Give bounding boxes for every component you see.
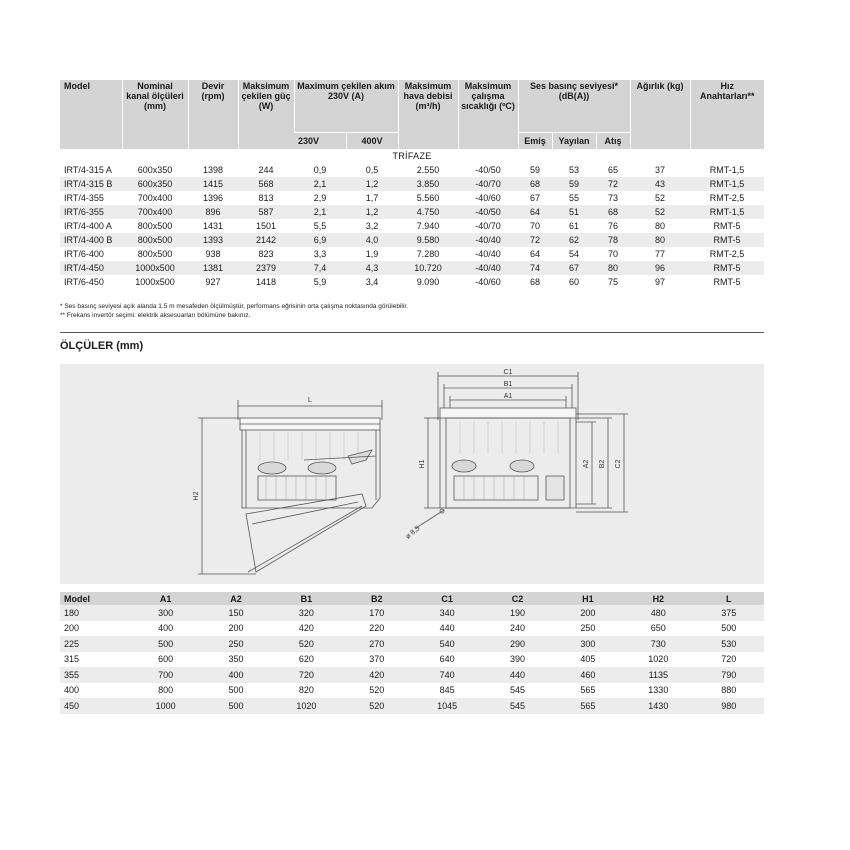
table-cell: RMT-2,5 bbox=[690, 191, 764, 205]
table-cell: IRT/4-355 bbox=[60, 191, 122, 205]
table-cell: IRT/6-400 bbox=[60, 247, 122, 261]
table-cell: 1135 bbox=[623, 667, 693, 683]
table-cell: 1020 bbox=[623, 652, 693, 668]
table-cell: 2.550 bbox=[398, 163, 458, 177]
table-cell: 2379 bbox=[238, 261, 294, 275]
dims-header-cell: B2 bbox=[342, 592, 412, 605]
table-cell: 0,9 bbox=[294, 163, 346, 177]
table-cell: 400 bbox=[60, 683, 130, 699]
table-cell: 64 bbox=[518, 247, 552, 261]
table-cell: 61 bbox=[552, 219, 596, 233]
table-cell: 813 bbox=[238, 191, 294, 205]
table-row bbox=[60, 219, 764, 233]
table-cell: 640 bbox=[412, 652, 482, 668]
header-current-400: 400V bbox=[346, 133, 398, 150]
table-cell: 520 bbox=[342, 698, 412, 714]
table-cell: 790 bbox=[694, 667, 764, 683]
table-cell: 150 bbox=[201, 605, 271, 621]
table-cell: 1,9 bbox=[346, 247, 398, 261]
table-cell: 740 bbox=[412, 667, 482, 683]
dimensions-title: ÖLÇÜLER (mm) bbox=[60, 340, 144, 352]
table-row bbox=[60, 177, 764, 191]
table-cell: 80 bbox=[630, 233, 690, 247]
table-cell: 80 bbox=[596, 261, 630, 275]
table-cell: 97 bbox=[630, 275, 690, 289]
table-cell: RMT-2,5 bbox=[690, 247, 764, 261]
table-cell: 800x500 bbox=[122, 247, 188, 261]
table-cell: 76 bbox=[596, 219, 630, 233]
table-cell: 1501 bbox=[238, 219, 294, 233]
table-cell: 64 bbox=[518, 205, 552, 219]
table-cell: 720 bbox=[694, 652, 764, 668]
table-cell: RMT-5 bbox=[690, 275, 764, 289]
table-cell: 51 bbox=[552, 205, 596, 219]
table-cell: 53 bbox=[552, 163, 596, 177]
table-cell: 1330 bbox=[623, 683, 693, 699]
table-cell: RMT-5 bbox=[690, 219, 764, 233]
label-H1: H1 bbox=[419, 459, 426, 469]
table-cell: 59 bbox=[552, 177, 596, 191]
header-sound-yayilan: Yayılan bbox=[552, 133, 596, 150]
table-cell: 1020 bbox=[271, 698, 341, 714]
header-sound: Ses basınç seviyesi* (dB(A)) bbox=[518, 80, 630, 133]
table-cell: 244 bbox=[238, 163, 294, 177]
dims-header-cell: A2 bbox=[201, 592, 271, 605]
dims-header-cell: C1 bbox=[412, 592, 482, 605]
table-cell: 700 bbox=[130, 667, 200, 683]
table-cell: IRT/4-315 A bbox=[60, 163, 122, 177]
table-cell: 800 bbox=[130, 683, 200, 699]
table-cell: 440 bbox=[482, 667, 552, 683]
front-view bbox=[416, 372, 628, 528]
table-cell: 170 bbox=[342, 605, 412, 621]
table-cell: 565 bbox=[553, 698, 623, 714]
table-cell: 1396 bbox=[188, 191, 238, 205]
label-L: L bbox=[308, 397, 312, 404]
table-cell: 405 bbox=[553, 652, 623, 668]
table-cell: IRT/4-450 bbox=[60, 261, 122, 275]
table-cell: 1000x500 bbox=[122, 261, 188, 275]
table-cell: -40/40 bbox=[458, 261, 518, 275]
table-cell: 1000 bbox=[130, 698, 200, 714]
header-power: Maksimum çekilen güç (W) bbox=[238, 80, 294, 149]
table-cell: 60 bbox=[552, 275, 596, 289]
dims-header-cell: C2 bbox=[482, 592, 552, 605]
table-cell: 545 bbox=[482, 683, 552, 699]
table-cell: RMT-5 bbox=[690, 261, 764, 275]
spec-table bbox=[60, 80, 764, 289]
table-cell: IRT/4-400 A bbox=[60, 219, 122, 233]
table-cell: 500 bbox=[201, 683, 271, 699]
table-cell: 520 bbox=[342, 683, 412, 699]
table-cell: -40/40 bbox=[458, 233, 518, 247]
table-cell: 9.580 bbox=[398, 233, 458, 247]
table-row bbox=[60, 667, 764, 683]
table-cell: 1398 bbox=[188, 163, 238, 177]
table-cell: 68 bbox=[518, 177, 552, 191]
table-cell: 1,2 bbox=[346, 177, 398, 191]
table-cell: 9.090 bbox=[398, 275, 458, 289]
table-cell: RMT-1,5 bbox=[690, 177, 764, 191]
table-cell: -40/50 bbox=[458, 163, 518, 177]
table-cell: 500 bbox=[694, 621, 764, 637]
table-cell: 545 bbox=[482, 698, 552, 714]
table-cell: -40/60 bbox=[458, 191, 518, 205]
table-cell: 72 bbox=[518, 233, 552, 247]
table-cell: 5.560 bbox=[398, 191, 458, 205]
table-row bbox=[60, 698, 764, 714]
table-cell: 59 bbox=[518, 163, 552, 177]
table-cell: 530 bbox=[694, 636, 764, 652]
table-row bbox=[60, 191, 764, 205]
table-cell: 74 bbox=[518, 261, 552, 275]
table-cell: 355 bbox=[60, 667, 130, 683]
table-row bbox=[60, 261, 764, 275]
table-cell: 43 bbox=[630, 177, 690, 191]
table-row bbox=[60, 163, 764, 177]
technical-drawing bbox=[60, 364, 764, 584]
dims-header-cell: H1 bbox=[553, 592, 623, 605]
table-cell: 5,9 bbox=[294, 275, 346, 289]
table-cell: 420 bbox=[271, 621, 341, 637]
table-cell: 4,3 bbox=[346, 261, 398, 275]
table-cell: 37 bbox=[630, 163, 690, 177]
table-cell: 1430 bbox=[623, 698, 693, 714]
side-view bbox=[198, 400, 382, 574]
table-cell: 4,0 bbox=[346, 233, 398, 247]
table-cell: 7.280 bbox=[398, 247, 458, 261]
table-cell: 1431 bbox=[188, 219, 238, 233]
table-cell: 4.750 bbox=[398, 205, 458, 219]
table-cell: 980 bbox=[694, 698, 764, 714]
table-cell: 320 bbox=[271, 605, 341, 621]
header-airflow: Maksimum hava debisi (m³/h) bbox=[398, 80, 458, 149]
table-cell: -40/70 bbox=[458, 177, 518, 191]
table-cell: 400 bbox=[130, 621, 200, 637]
table-cell: 52 bbox=[630, 191, 690, 205]
table-cell: 73 bbox=[596, 191, 630, 205]
table-cell: 70 bbox=[596, 247, 630, 261]
table-cell: 587 bbox=[238, 205, 294, 219]
header-sound-atis: Atış bbox=[596, 133, 630, 150]
table-cell: 7.940 bbox=[398, 219, 458, 233]
table-cell: 190 bbox=[482, 605, 552, 621]
table-cell: -40/40 bbox=[458, 247, 518, 261]
table-cell: 450 bbox=[60, 698, 130, 714]
table-cell: 520 bbox=[271, 636, 341, 652]
table-cell: 1415 bbox=[188, 177, 238, 191]
table-cell: RMT-5 bbox=[690, 233, 764, 247]
dims-header-cell: B1 bbox=[271, 592, 341, 605]
table-cell: 390 bbox=[482, 652, 552, 668]
dims-header-cell: Model bbox=[60, 592, 130, 605]
table-cell: 480 bbox=[623, 605, 693, 621]
table-cell: 800x500 bbox=[122, 233, 188, 247]
table-cell: 75 bbox=[596, 275, 630, 289]
header-nominal: Nominal kanal ölçüleri (mm) bbox=[122, 80, 188, 149]
table-cell: 880 bbox=[694, 683, 764, 699]
table-cell: 200 bbox=[553, 605, 623, 621]
table-cell: 10.720 bbox=[398, 261, 458, 275]
table-row bbox=[60, 275, 764, 289]
footnotes bbox=[60, 302, 408, 320]
table-cell: 52 bbox=[630, 205, 690, 219]
table-cell: RMT-1,5 bbox=[690, 205, 764, 219]
dims-header-cell: L bbox=[694, 592, 764, 605]
table-cell: 67 bbox=[552, 261, 596, 275]
table-cell: -40/60 bbox=[458, 275, 518, 289]
section-divider bbox=[60, 332, 764, 333]
label-A1: A1 bbox=[503, 393, 513, 400]
table-cell: 3.850 bbox=[398, 177, 458, 191]
table-cell: 62 bbox=[552, 233, 596, 247]
table-cell: 500 bbox=[201, 698, 271, 714]
table-cell: 200 bbox=[201, 621, 271, 637]
table-cell: 78 bbox=[596, 233, 630, 247]
label-hole: ø 8,5 bbox=[404, 525, 422, 541]
table-cell: 620 bbox=[271, 652, 341, 668]
table-cell: 600 bbox=[130, 652, 200, 668]
section-trifaze: TRİFAZE bbox=[60, 149, 764, 163]
table-cell: 938 bbox=[188, 247, 238, 261]
table-row bbox=[60, 605, 764, 621]
table-cell: 54 bbox=[552, 247, 596, 261]
dims-header-cell: H2 bbox=[623, 592, 693, 605]
table-cell: 2,1 bbox=[294, 177, 346, 191]
table-row bbox=[60, 247, 764, 261]
header-temp: Maksimum çalışma sıcaklığı (ºC) bbox=[458, 80, 518, 149]
table-cell: 80 bbox=[630, 219, 690, 233]
table-cell: 3,2 bbox=[346, 219, 398, 233]
table-cell: 67 bbox=[518, 191, 552, 205]
header-speed: Hız Anahtarları** bbox=[690, 80, 764, 149]
table-cell: 650 bbox=[623, 621, 693, 637]
table-cell: 568 bbox=[238, 177, 294, 191]
table-row bbox=[60, 205, 764, 219]
table-cell: 1,7 bbox=[346, 191, 398, 205]
dimensions-table bbox=[60, 592, 764, 714]
table-cell: 0,5 bbox=[346, 163, 398, 177]
table-cell: 420 bbox=[342, 667, 412, 683]
table-cell: 65 bbox=[596, 163, 630, 177]
table-cell: 700x400 bbox=[122, 191, 188, 205]
label-H2: H2 bbox=[193, 491, 200, 501]
table-cell: 55 bbox=[552, 191, 596, 205]
table-row bbox=[60, 683, 764, 699]
table-cell: 6,9 bbox=[294, 233, 346, 247]
header-model: Model bbox=[60, 80, 122, 149]
table-cell: 720 bbox=[271, 667, 341, 683]
table-cell: 3,4 bbox=[346, 275, 398, 289]
table-cell: 200 bbox=[60, 621, 130, 637]
table-cell: 250 bbox=[553, 621, 623, 637]
table-cell: 340 bbox=[412, 605, 482, 621]
header-weight: Ağırlık (kg) bbox=[630, 80, 690, 149]
table-cell: 180 bbox=[60, 605, 130, 621]
table-cell: IRT/4-315 B bbox=[60, 177, 122, 191]
table-cell: 400 bbox=[201, 667, 271, 683]
table-row bbox=[60, 621, 764, 637]
table-cell: 7,4 bbox=[294, 261, 346, 275]
table-cell: 350 bbox=[201, 652, 271, 668]
table-row bbox=[60, 636, 764, 652]
table-cell: 2,1 bbox=[294, 205, 346, 219]
table-cell: 5,5 bbox=[294, 219, 346, 233]
table-cell: 460 bbox=[553, 667, 623, 683]
table-cell: 96 bbox=[630, 261, 690, 275]
footnote-sound: * Ses basınç seviyesi açık alanda 1.5 m mesafeden ölçülmüştür, performans eğrisinin orta çalışma noktasında görülebilir. bbox=[60, 303, 408, 310]
table-cell: 68 bbox=[518, 275, 552, 289]
table-cell: 77 bbox=[630, 247, 690, 261]
label-A2: A2 bbox=[583, 459, 590, 469]
table-cell: 845 bbox=[412, 683, 482, 699]
table-cell: 600x350 bbox=[122, 163, 188, 177]
footnote-inverter: ** Frekans invertör seçimi: elektrik aksesuarları bölümüne bakınız. bbox=[60, 312, 251, 319]
table-cell: 440 bbox=[412, 621, 482, 637]
table-cell: 800x500 bbox=[122, 219, 188, 233]
table-cell: 1,2 bbox=[346, 205, 398, 219]
label-B2: B2 bbox=[599, 459, 606, 469]
header-current: Maximum çekilen akım 230V (A) bbox=[294, 80, 398, 133]
table-cell: 500 bbox=[130, 636, 200, 652]
table-cell: 375 bbox=[694, 605, 764, 621]
table-cell: 823 bbox=[238, 247, 294, 261]
fan-drawing-svg bbox=[60, 364, 764, 584]
table-row bbox=[60, 233, 764, 247]
table-cell: 315 bbox=[60, 652, 130, 668]
table-cell: 270 bbox=[342, 636, 412, 652]
table-cell: 225 bbox=[60, 636, 130, 652]
table-cell: 300 bbox=[553, 636, 623, 652]
table-cell: -40/70 bbox=[458, 219, 518, 233]
table-cell: 370 bbox=[342, 652, 412, 668]
header-devir: Devir (rpm) bbox=[188, 80, 238, 149]
table-cell: 68 bbox=[596, 205, 630, 219]
table-cell: 1045 bbox=[412, 698, 482, 714]
table-cell: 927 bbox=[188, 275, 238, 289]
table-cell: 730 bbox=[623, 636, 693, 652]
table-cell: 1381 bbox=[188, 261, 238, 275]
table-cell: IRT/6-355 bbox=[60, 205, 122, 219]
table-cell: 2142 bbox=[238, 233, 294, 247]
table-cell: -40/50 bbox=[458, 205, 518, 219]
table-cell: 600x350 bbox=[122, 177, 188, 191]
table-cell: 700x400 bbox=[122, 205, 188, 219]
table-cell: 1418 bbox=[238, 275, 294, 289]
table-cell: 220 bbox=[342, 621, 412, 637]
table-cell: 820 bbox=[271, 683, 341, 699]
table-cell: 1393 bbox=[188, 233, 238, 247]
table-cell: 2,9 bbox=[294, 191, 346, 205]
label-C2: C2 bbox=[615, 459, 622, 469]
dims-header-cell: A1 bbox=[130, 592, 200, 605]
table-cell: 290 bbox=[482, 636, 552, 652]
header-current-230: 230V bbox=[294, 133, 346, 150]
table-cell: 565 bbox=[553, 683, 623, 699]
table-cell: 540 bbox=[412, 636, 482, 652]
table-cell: 70 bbox=[518, 219, 552, 233]
table-cell: 1000x500 bbox=[122, 275, 188, 289]
table-cell: 300 bbox=[130, 605, 200, 621]
label-C1: C1 bbox=[503, 369, 513, 376]
table-cell: 250 bbox=[201, 636, 271, 652]
header-sound-emis: Emiş bbox=[518, 133, 552, 150]
table-cell: RMT-1,5 bbox=[690, 163, 764, 177]
table-cell: IRT/6-450 bbox=[60, 275, 122, 289]
table-cell: 72 bbox=[596, 177, 630, 191]
table-cell: 240 bbox=[482, 621, 552, 637]
table-row bbox=[60, 652, 764, 668]
label-B1: B1 bbox=[503, 381, 513, 388]
table-cell: IRT/4-400 B bbox=[60, 233, 122, 247]
table-cell: 3,3 bbox=[294, 247, 346, 261]
table-cell: 896 bbox=[188, 205, 238, 219]
